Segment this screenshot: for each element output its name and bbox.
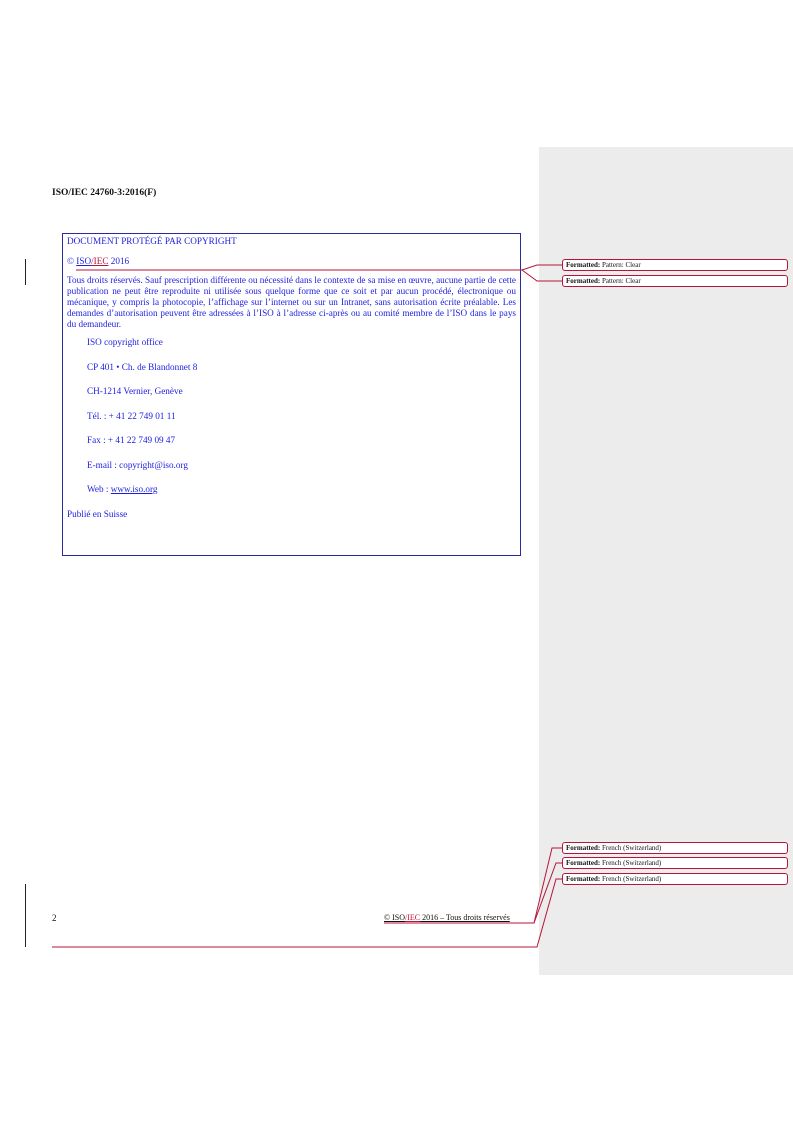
footer-copy-symbol: © (384, 913, 391, 922)
copyright-title: DOCUMENT PROTÉGÉ PAR COPYRIGHT (67, 236, 237, 246)
footer-rest: 2016 – Tous droits réservés (420, 913, 510, 922)
change-bar-bottom (25, 884, 26, 947)
comment-balloon-3[interactable] (562, 842, 788, 854)
balloon-text: French (Switzerland) (600, 875, 662, 883)
copyright-iso: ISO (76, 256, 92, 266)
balloon-text: French (Switzerland) (600, 844, 662, 852)
page-number: 2 (52, 913, 57, 923)
comment-balloon-4[interactable] (562, 857, 788, 869)
address-office: ISO copyright office (87, 337, 163, 347)
balloon-label: Formatted: (566, 859, 601, 867)
web-link[interactable]: www.iso.org (110, 484, 158, 494)
document-header: ISO/IEC 24760-3:2016(F) (52, 188, 157, 198)
balloon-label: Formatted: (566, 875, 601, 883)
copyright-line (67, 256, 516, 267)
balloon-label: Formatted: (566, 261, 601, 269)
address-street: CP 401 • Ch. de Blandonnet 8 (87, 361, 198, 372)
balloon-label: Formatted: (566, 277, 601, 285)
balloon-text: Pattern: Clear (600, 277, 641, 285)
copyright-body: Tous droits réservés. Sauf prescription différente ou nécessité dans le contexte de sa mise en œuvre, aucune partie de cette publication ne peut être reproduite ni utilisée sous quelque forme que ce soit et par aucun procédé, électronique ou mécanique, y compris la photocopie, l’affichage sur l’internet ou sur un Intranet, sans autorisation écrite préalable. Les demandes d’autorisation peuvent être adressées à l’ISO à l’adresse ci-après ou au comité membre de l’ISO dans le pays du demandeur. (67, 275, 516, 329)
copyright-year: 2016 (108, 256, 130, 266)
copyright-iec-insertion: /IEC (91, 256, 109, 266)
address-tel: Tél. : + 41 22 749 01 11 (87, 410, 176, 421)
leader-line-3 (384, 848, 562, 923)
footer-iec-insertion: /IEC (404, 913, 421, 922)
published-in: Publié en Suisse (67, 508, 128, 519)
address-city: CH-1214 Vernier, Genève (87, 386, 183, 396)
comment-balloon-2[interactable] (562, 275, 788, 287)
balloon-label: Formatted: (566, 844, 601, 852)
footer-copyright (384, 913, 510, 922)
balloon-text: Pattern: Clear (600, 261, 641, 269)
web-label: Web : (87, 484, 111, 494)
copyright-box (62, 233, 521, 556)
comment-balloon-1[interactable] (562, 259, 788, 271)
address-web (67, 484, 516, 495)
comment-balloon-5[interactable] (562, 873, 788, 885)
change-bar-top (25, 259, 26, 285)
footer-iso: ISO (390, 913, 405, 922)
balloon-text: French (Switzerland) (600, 859, 662, 867)
copyright-symbol: © (67, 256, 74, 266)
address-email: E-mail : copyright@iso.org (87, 459, 188, 470)
address-fax: Fax : + 41 22 749 09 47 (87, 435, 176, 445)
